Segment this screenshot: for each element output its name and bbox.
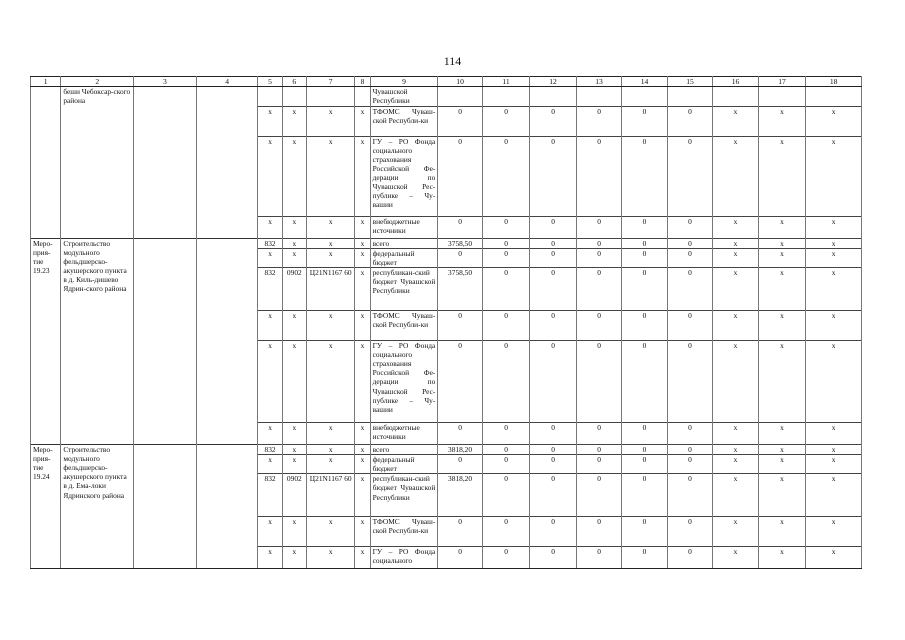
expense-type: x (355, 474, 370, 517)
admin-code: x (258, 137, 282, 217)
value-cell: x (758, 217, 806, 239)
value-cell: x (758, 474, 806, 517)
value-cell: x (713, 423, 758, 445)
value-cell: 0 (622, 239, 667, 249)
value-cell: x (758, 107, 806, 137)
column-header: 16 (713, 77, 758, 87)
value-cell: 0 (530, 249, 577, 268)
funding-source: федеральный бюджет (370, 249, 438, 268)
admin-code: x (258, 311, 282, 341)
budget-table (30, 76, 862, 569)
section-code: x (282, 107, 306, 137)
value-cell: x (758, 268, 806, 311)
value-cell: 0 (530, 455, 577, 474)
funding-source: республикан-ский бюджет Чувашской Республики (370, 268, 438, 311)
value-cell: 0 (530, 217, 577, 239)
value-cell: 0 (482, 547, 530, 569)
funding-source: ТФОМС Чуваш-ской Республи-ки (370, 107, 438, 137)
value-cell: 0 (530, 107, 577, 137)
value-cell: x (806, 474, 862, 517)
value-cell (622, 87, 667, 107)
value-cell: 0 (622, 311, 667, 341)
value-cell: x (806, 517, 862, 547)
expense-type: x (355, 217, 370, 239)
value-cell: 0 (667, 455, 712, 474)
value-cell: 0 (482, 455, 530, 474)
value-cell: 0 (667, 341, 712, 423)
target-article-code (306, 87, 355, 107)
funding-source: Чувашской Республики (370, 87, 438, 107)
value-cell: x (758, 249, 806, 268)
value-cell: 0 (576, 239, 621, 249)
value-cell: 0 (438, 217, 482, 239)
expense-type: x (355, 517, 370, 547)
value-cell: x (713, 107, 758, 137)
section-code: x (282, 249, 306, 268)
value-cell: 0 (622, 107, 667, 137)
section-code: x (282, 547, 306, 569)
value-cell: 0 (530, 341, 577, 423)
header-row (31, 77, 862, 87)
value-cell: 0 (438, 423, 482, 445)
funding-source: ТФОМС Чуваш-ской Республи-ки (370, 517, 438, 547)
value-cell: 0 (576, 341, 621, 423)
column-header: 13 (576, 77, 621, 87)
column-header: 4 (196, 77, 258, 87)
value-cell: 0 (438, 517, 482, 547)
value-cell: x (713, 445, 758, 455)
value-cell: 0 (667, 445, 712, 455)
section-code: x (282, 239, 306, 249)
admin-code: 832 (258, 445, 282, 455)
value-cell: 0 (482, 311, 530, 341)
value-cell: 0 (576, 547, 621, 569)
expense-type: x (355, 137, 370, 217)
value-cell: x (758, 341, 806, 423)
value-cell: x (758, 239, 806, 249)
value-cell: 0 (482, 517, 530, 547)
section-code: 0902 (282, 474, 306, 517)
funding-source: внебюджетные источники (370, 217, 438, 239)
value-cell: 0 (622, 423, 667, 445)
value-cell: 0 (622, 249, 667, 268)
value-cell: x (713, 547, 758, 569)
value-cell: 0 (622, 341, 667, 423)
column-header: 5 (258, 77, 282, 87)
value-cell: 0 (576, 137, 621, 217)
column-header: 10 (438, 77, 482, 87)
target-article-code: x (306, 341, 355, 423)
value-cell: x (806, 107, 862, 137)
value-cell: 0 (438, 137, 482, 217)
value-cell: x (713, 311, 758, 341)
value-cell: 0 (622, 517, 667, 547)
value-cell: 0 (667, 137, 712, 217)
table-row (31, 445, 862, 455)
target-article-code: x (306, 517, 355, 547)
admin-code: x (258, 341, 282, 423)
value-cell: x (806, 137, 862, 217)
empty-cell (196, 239, 258, 445)
value-cell: 0 (576, 268, 621, 311)
value-cell: 0 (530, 268, 577, 311)
expense-type: x (355, 547, 370, 569)
expense-type: x (355, 423, 370, 445)
value-cell: 0 (530, 517, 577, 547)
value-cell: x (758, 517, 806, 547)
funding-source: ГУ – РО Фонда социального страхования Российской Фе-дерации по Чувашской Рес-публике – Чу-вашии (370, 137, 438, 217)
value-cell (667, 87, 712, 107)
value-cell: 0 (530, 311, 577, 341)
value-cell: 0 (438, 547, 482, 569)
value-cell: 3818,20 (438, 445, 482, 455)
value-cell: 0 (530, 547, 577, 569)
measure-code: Меро-прия-тие 19.23 (31, 239, 61, 445)
measure-code: Меро-прия-тие 19.24 (31, 445, 61, 569)
value-cell: x (713, 455, 758, 474)
value-cell: 0 (622, 474, 667, 517)
value-cell: 0 (530, 239, 577, 249)
expense-type: x (355, 311, 370, 341)
value-cell (576, 87, 621, 107)
column-header: 6 (282, 77, 306, 87)
expense-type: x (355, 268, 370, 311)
value-cell: 0 (482, 474, 530, 517)
funding-source: республикан-ский бюджет Чувашской Республики (370, 474, 438, 517)
value-cell: x (713, 474, 758, 517)
value-cell: x (806, 455, 862, 474)
section-code (282, 87, 306, 107)
expense-type: x (355, 445, 370, 455)
column-header: 2 (61, 77, 134, 87)
value-cell: 0 (482, 217, 530, 239)
value-cell: 0 (576, 445, 621, 455)
empty-cell (134, 445, 197, 569)
column-header: 18 (806, 77, 862, 87)
value-cell (482, 87, 530, 107)
section-code: x (282, 311, 306, 341)
admin-code: 832 (258, 268, 282, 311)
admin-code: 832 (258, 239, 282, 249)
admin-code: x (258, 455, 282, 474)
value-cell (438, 87, 482, 107)
value-cell: 0 (622, 547, 667, 569)
value-cell: 0 (482, 423, 530, 445)
value-cell: 0 (622, 217, 667, 239)
value-cell: 0 (667, 311, 712, 341)
section-code: x (282, 517, 306, 547)
value-cell: 0 (576, 517, 621, 547)
value-cell: x (758, 455, 806, 474)
expense-type: x (355, 249, 370, 268)
value-cell: 0 (667, 239, 712, 249)
column-header: 15 (667, 77, 712, 87)
funding-source: внебюджетные источники (370, 423, 438, 445)
target-article-code: Ц21N1167 60 (306, 474, 355, 517)
admin-code: x (258, 517, 282, 547)
admin-code: x (258, 547, 282, 569)
column-header: 9 (370, 77, 438, 87)
target-article-code: x (306, 137, 355, 217)
value-cell: 0 (530, 445, 577, 455)
value-cell: 0 (667, 423, 712, 445)
measure-name: Строительство модульного фельдшерско-акушерского пункта в д. Киль-дишево Ядрин-ского района (61, 239, 134, 445)
value-cell: x (806, 341, 862, 423)
value-cell: 0 (576, 455, 621, 474)
funding-source: ТФОМС Чуваш-ской Республи-ки (370, 311, 438, 341)
section-code: x (282, 423, 306, 445)
measure-name: беши Чебоксар-ского района (61, 87, 134, 239)
value-cell: x (758, 423, 806, 445)
value-cell: 0 (667, 517, 712, 547)
expense-type: x (355, 341, 370, 423)
column-header: 7 (306, 77, 355, 87)
value-cell: 3758,50 (438, 268, 482, 311)
value-cell: x (713, 517, 758, 547)
section-code: x (282, 455, 306, 474)
funding-source: ГУ – РО Фонда социального (370, 547, 438, 569)
value-cell: 0 (667, 107, 712, 137)
empty-cell (134, 87, 197, 239)
value-cell: x (713, 249, 758, 268)
section-code: x (282, 341, 306, 423)
value-cell: 0 (482, 239, 530, 249)
value-cell: x (758, 137, 806, 217)
value-cell (530, 87, 577, 107)
target-article-code: x (306, 217, 355, 239)
value-cell: 3818,20 (438, 474, 482, 517)
section-code: x (282, 217, 306, 239)
value-cell: 0 (438, 107, 482, 137)
funding-source: всего (370, 445, 438, 455)
value-cell: x (806, 547, 862, 569)
target-article-code: x (306, 455, 355, 474)
measure-name: Строительство модульного фельдшерско-акушерского пункта в д. Ема-локи Ядринского района (61, 445, 134, 569)
value-cell: 0 (482, 249, 530, 268)
expense-type: x (355, 239, 370, 249)
admin-code (258, 87, 282, 107)
value-cell: 0 (482, 341, 530, 423)
value-cell: x (713, 217, 758, 239)
value-cell: 0 (576, 423, 621, 445)
table-row (31, 239, 862, 249)
funding-source: федеральный бюджет (370, 455, 438, 474)
empty-cell (134, 239, 197, 445)
value-cell: x (806, 268, 862, 311)
admin-code: x (258, 217, 282, 239)
column-header: 17 (758, 77, 806, 87)
measure-code (31, 87, 61, 239)
value-cell: 0 (438, 455, 482, 474)
value-cell: x (806, 217, 862, 239)
value-cell: 0 (482, 268, 530, 311)
value-cell: 3758,50 (438, 239, 482, 249)
value-cell: 0 (622, 137, 667, 217)
value-cell: 0 (667, 268, 712, 311)
target-article-code: x (306, 249, 355, 268)
column-header: 14 (622, 77, 667, 87)
section-code: x (282, 445, 306, 455)
value-cell: x (758, 311, 806, 341)
value-cell: 0 (482, 137, 530, 217)
target-article-code: x (306, 239, 355, 249)
value-cell: x (713, 341, 758, 423)
value-cell: 0 (530, 474, 577, 517)
value-cell: 0 (667, 474, 712, 517)
value-cell: 0 (438, 311, 482, 341)
value-cell (806, 87, 862, 107)
value-cell: x (758, 445, 806, 455)
value-cell: 0 (438, 249, 482, 268)
section-code: x (282, 137, 306, 217)
value-cell: 0 (530, 423, 577, 445)
value-cell: 0 (576, 217, 621, 239)
value-cell: 0 (622, 455, 667, 474)
column-header: 8 (355, 77, 370, 87)
value-cell: x (806, 423, 862, 445)
target-article-code: Ц21N1167 60 (306, 268, 355, 311)
value-cell: 0 (667, 249, 712, 268)
admin-code: 832 (258, 474, 282, 517)
expense-type: x (355, 455, 370, 474)
section-code: 0902 (282, 268, 306, 311)
target-article-code: x (306, 445, 355, 455)
value-cell: 0 (622, 268, 667, 311)
value-cell: x (806, 239, 862, 249)
table-row (31, 87, 862, 107)
empty-cell (196, 87, 258, 239)
value-cell: 0 (530, 137, 577, 217)
target-article-code: x (306, 423, 355, 445)
value-cell: x (713, 268, 758, 311)
value-cell: 0 (667, 547, 712, 569)
admin-code: x (258, 423, 282, 445)
value-cell: 0 (482, 107, 530, 137)
value-cell: 0 (576, 311, 621, 341)
value-cell: x (806, 249, 862, 268)
value-cell: 0 (622, 445, 667, 455)
value-cell: x (713, 239, 758, 249)
target-article-code: x (306, 311, 355, 341)
value-cell (713, 87, 758, 107)
value-cell: 0 (576, 249, 621, 268)
value-cell: 0 (438, 341, 482, 423)
column-header: 12 (530, 77, 577, 87)
funding-source: всего (370, 239, 438, 249)
column-header: 11 (482, 77, 530, 87)
empty-cell (196, 445, 258, 569)
column-header: 1 (31, 77, 61, 87)
funding-source: ГУ – РО Фонда социального страхования Российской Фе-дерации по Чувашской Рес-публике – Чу-вашии (370, 341, 438, 423)
value-cell: x (806, 311, 862, 341)
value-cell: x (758, 547, 806, 569)
target-article-code: x (306, 107, 355, 137)
value-cell (758, 87, 806, 107)
value-cell: 0 (482, 445, 530, 455)
expense-type: x (355, 107, 370, 137)
target-article-code: x (306, 547, 355, 569)
page-number: 114 (443, 54, 462, 68)
column-header: 3 (134, 77, 197, 87)
expense-type (355, 87, 370, 107)
value-cell: 0 (576, 107, 621, 137)
admin-code: x (258, 107, 282, 137)
value-cell: x (713, 137, 758, 217)
admin-code: x (258, 249, 282, 268)
value-cell: x (806, 445, 862, 455)
value-cell: 0 (576, 474, 621, 517)
value-cell: 0 (667, 217, 712, 239)
